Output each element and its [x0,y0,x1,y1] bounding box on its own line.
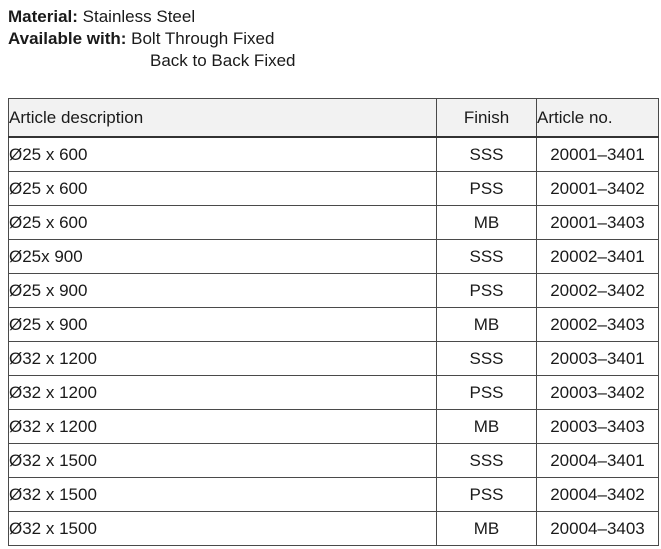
material-value: Stainless Steel [82,7,196,26]
header-article-no: Article no. [537,99,659,138]
table-row [9,240,659,274]
cell-description: Ø25 x 900 [9,274,437,308]
cell-finish: SSS [437,444,537,478]
table-row [9,512,659,546]
cell-description: Ø25 x 600 [9,137,437,172]
cell-article-no: 20001–3402 [537,172,659,206]
cell-article-no: 20004–3402 [537,478,659,512]
cell-finish: PSS [437,478,537,512]
cell-description: Ø25 x 600 [9,172,437,206]
table-row [9,172,659,206]
material-line [8,6,296,28]
cell-article-no: 20002–3402 [537,274,659,308]
cell-description: Ø25x 900 [9,240,437,274]
cell-article-no: 20001–3403 [537,206,659,240]
cell-description: Ø32 x 1200 [9,342,437,376]
cell-article-no: 20003–3403 [537,410,659,444]
table-row [9,478,659,512]
cell-finish: MB [437,308,537,342]
available-line-2 [8,50,296,72]
cell-finish: PSS [437,376,537,410]
cell-finish: SSS [437,240,537,274]
cell-description: Ø32 x 1500 [9,444,437,478]
table-row [9,308,659,342]
table-row [9,137,659,172]
product-specs [8,6,296,72]
table-row [9,274,659,308]
available-value-1: Bolt Through Fixed [131,29,275,48]
cell-description: Ø32 x 1500 [9,478,437,512]
cell-article-no: 20003–3402 [537,376,659,410]
table-body [9,137,659,546]
cell-finish: SSS [437,342,537,376]
table-row [9,444,659,478]
material-label: Material: [8,7,78,26]
cell-description: Ø32 x 1500 [9,512,437,546]
cell-article-no: 20001–3401 [537,137,659,172]
available-line [8,28,296,50]
table-row [9,376,659,410]
header-article-description: Article description [9,99,437,138]
cell-article-no: 20004–3403 [537,512,659,546]
cell-article-no: 20003–3401 [537,342,659,376]
cell-description: Ø25 x 900 [9,308,437,342]
available-label: Available with: [8,29,127,48]
article-table [8,98,659,546]
table-row [9,206,659,240]
cell-article-no: 20004–3401 [537,444,659,478]
table-row [9,410,659,444]
table-row [9,342,659,376]
cell-description: Ø25 x 600 [9,206,437,240]
table-header-row [9,99,659,138]
cell-finish: MB [437,512,537,546]
cell-finish: MB [437,410,537,444]
cell-finish: SSS [437,137,537,172]
header-finish: Finish [437,99,537,138]
available-value-2: Back to Back Fixed [150,51,296,70]
cell-finish: PSS [437,172,537,206]
cell-finish: MB [437,206,537,240]
cell-description: Ø32 x 1200 [9,410,437,444]
cell-finish: PSS [437,274,537,308]
cell-article-no: 20002–3403 [537,308,659,342]
cell-article-no: 20002–3401 [537,240,659,274]
cell-description: Ø32 x 1200 [9,376,437,410]
